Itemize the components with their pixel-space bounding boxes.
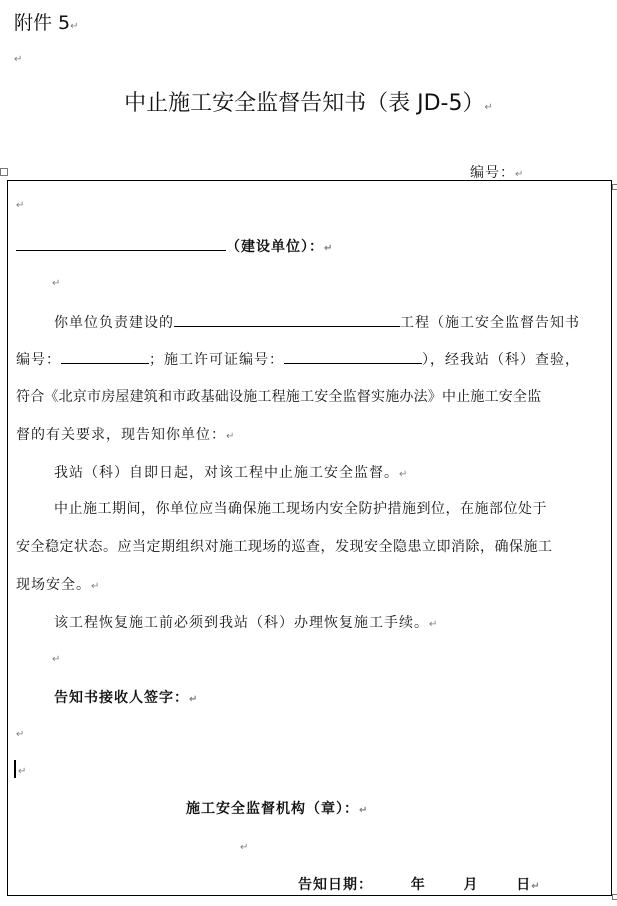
recipient-blank[interactable] [16, 236, 226, 251]
paragraph-4: 该工程恢复施工前必须到我站（科）办理恢复施工手续。↵ [54, 615, 439, 631]
table-end-marker-icon [612, 184, 617, 190]
permit-number-blank[interactable] [284, 349, 422, 364]
empty-line: ↵ [16, 200, 26, 211]
paragraph-3-line-2: 安全稳定状态。应当定期组织对施工现场的巡查，发现安全隐患立即消除，确保施工 [16, 539, 553, 555]
recipient-line: （建设单位）：↵ [16, 236, 606, 256]
notice-number-blank[interactable] [61, 349, 149, 364]
empty-line: ↵ [18, 766, 28, 777]
project-name-blank[interactable] [174, 312, 400, 327]
empty-line: ↵ [52, 654, 62, 665]
date-year: 年 [410, 877, 426, 893]
table-move-handle-icon[interactable] [0, 168, 8, 176]
annex-label: 附件 5↵ [14, 12, 79, 34]
notice-date-row: 告知日期： 年 月 日↵ [298, 877, 541, 893]
date-day: 日 [516, 877, 532, 893]
paragraph-1-line-2: 编号： ；施工许可证编号： ），经我站（科）查验， [16, 349, 606, 369]
date-label: 告知日期： [298, 877, 373, 893]
paragraph-3-line-3: 现场安全。↵ [16, 577, 101, 593]
receiver-signature-label: 告知书接收人签字：↵ [54, 690, 199, 706]
table-resize-handle-icon[interactable] [612, 894, 617, 900]
paragraph-1-line-3: 符合《北京市房屋建筑和市政基础设施工程施工安全监督实施办法》中止施工安全监 [16, 389, 542, 405]
empty-line: ↵ [16, 729, 26, 740]
text-cursor [14, 760, 16, 778]
page-title: 中止施工安全监督告知书（表 JD-5）↵ [124, 91, 493, 116]
empty-line: ↵ [240, 842, 250, 853]
paragraph-1-line-1: 你单位负责建设的 工程（施工安全监督告知书 [54, 312, 617, 332]
paragraph-3-line-1: 中止施工期间，你单位应当确保施工现场内安全防护措施到位，在施部位处于 [54, 501, 547, 517]
empty-line: ↵ [52, 278, 62, 289]
date-month: 月 [463, 877, 479, 893]
paragraph-mark: ↵ [14, 54, 23, 65]
paragraph-2: 我站（科）自即日起，对该工程中止施工安全监督。↵ [54, 465, 409, 481]
paragraph-1-line-4: 督的有关要求，现告知你单位：↵ [16, 427, 236, 443]
agency-seal-label: 施工安全监督机构（章）：↵ [186, 801, 369, 817]
doc-number-label: 编号：↵ [470, 165, 525, 181]
